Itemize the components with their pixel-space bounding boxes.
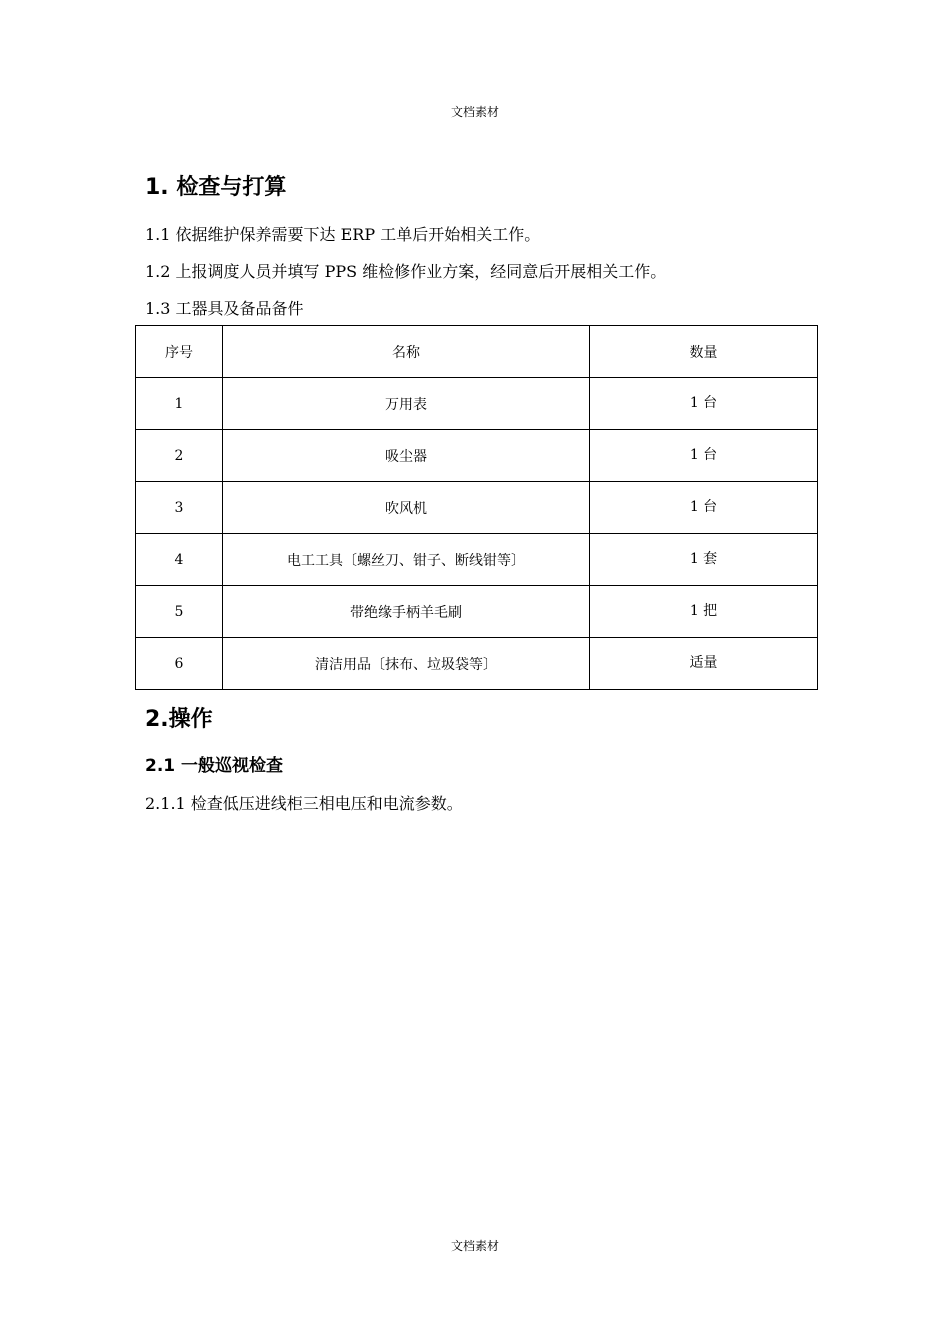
- cell-index: 3: [136, 482, 223, 534]
- subsection-heading-inspection: 2.1 一般巡视检查: [145, 756, 284, 776]
- table-row: [136, 638, 818, 690]
- cell-name: 电工工具〔螺丝刀、钳子、断线钳等〕: [223, 534, 590, 586]
- cell-name: 带绝缘手柄羊毛刷: [223, 586, 590, 638]
- cell-quantity: 1 台: [590, 430, 818, 482]
- tools-table: [135, 325, 818, 690]
- cell-index: 4: [136, 534, 223, 586]
- cell-index: 5: [136, 586, 223, 638]
- cell-name: 吹风机: [223, 482, 590, 534]
- cell-index: 1: [136, 378, 223, 430]
- cell-name: 万用表: [223, 378, 590, 430]
- header-quantity: 数量: [590, 326, 818, 378]
- section-heading-operation: 2.操作: [145, 707, 213, 732]
- table-row: [136, 586, 818, 638]
- table-row: [136, 534, 818, 586]
- header-name: 名称: [223, 326, 590, 378]
- cell-name: 吸尘器: [223, 430, 590, 482]
- table-row: [136, 430, 818, 482]
- paragraph-1-2: 1.2 上报调度人员并填写 PPS 维检修作业方案，经同意后开展相关工作。: [145, 262, 667, 281]
- header-index: 序号: [136, 326, 223, 378]
- cell-index: 6: [136, 638, 223, 690]
- page-header: 文档素材: [450, 105, 499, 119]
- cell-quantity: 1 套: [590, 534, 818, 586]
- paragraph-1-1: 1.1 依据维护保养需要下达 ERP 工单后开始相关工作。: [145, 225, 541, 244]
- paragraph-1-3: 1.3 工器具及备品备件: [145, 299, 304, 318]
- cell-name: 清洁用品〔抹布、垃圾袋等〕: [223, 638, 590, 690]
- cell-quantity: 1 把: [590, 586, 818, 638]
- table-row: [136, 482, 818, 534]
- cell-index: 2: [136, 430, 223, 482]
- table-header-row: [136, 326, 818, 378]
- section-heading-check: 1. 检查与打算: [145, 175, 287, 200]
- paragraph-2-1-1: 2.1.1 检查低压进线柜三相电压和电流参数。: [145, 794, 463, 813]
- page-footer: 文档素材: [450, 1239, 499, 1253]
- table-row: [136, 378, 818, 430]
- cell-quantity: 1 台: [590, 378, 818, 430]
- cell-quantity: 适量: [590, 638, 818, 690]
- cell-quantity: 1 台: [590, 482, 818, 534]
